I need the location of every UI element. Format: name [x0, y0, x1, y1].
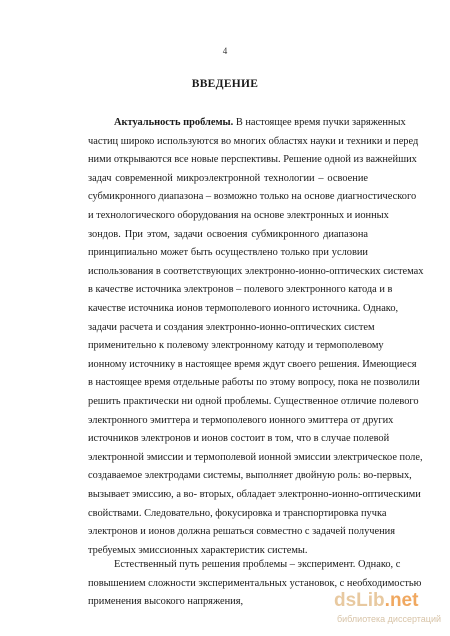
paragraph-line: источников электронов и ионов состоит в том, что в случае полевой	[88, 433, 390, 445]
paragraph-line: принципиально может быть осуществлено только при условии	[88, 247, 368, 259]
paragraph-line: использования в соответствующих электронно-ионно-оптических системах	[88, 265, 424, 277]
paragraph-line	[114, 116, 406, 130]
paragraph-line: решить практически ни одной проблемы. Существенное отличие полевого	[88, 396, 419, 407]
watermark-logo	[330, 590, 448, 630]
paragraph-line: электронной эмиссии и термополевой ионной эмиссии электрическое поле,	[88, 451, 423, 463]
paragraph-line: вызывает эмиссию, а во- вторых, обладает электронно-ионно-оптическими	[88, 489, 421, 500]
line-text: В настоящее время пучки заряженных	[233, 117, 406, 128]
paragraph-line: электронов и ионов должна решаться совместно с задачей получения	[88, 526, 395, 538]
paragraph-line: повышением сложности экспериментальных установок, с необходимостью	[88, 577, 422, 589]
paragraph-line: ними открываются все новые перспективы. Решение одной из важнейших	[88, 154, 417, 166]
paragraph-line: качестве источника ионов термополевого ионного источника. Однако,	[88, 303, 399, 314]
lead-phrase: Актуальность проблемы.	[114, 117, 234, 128]
paragraph-line: в настоящее время отдельные работы по этому вопросу, пока не позволили	[88, 377, 420, 389]
paragraph-line: создаваемое электродами системы, выполняет двойную роль: во-первых,	[88, 470, 412, 482]
watermark-logo-main: dsLib	[334, 590, 385, 611]
watermark-caption: библиотека диссертаций	[336, 614, 441, 624]
paragraph-line: частиц широко используются во многих областях науки и техники и перед	[88, 135, 419, 147]
paragraph-line: применения высокого напряжения,	[88, 596, 244, 608]
paragraph-line: электронного эмиттера и термополевого ионного эмиттера от других	[88, 414, 394, 426]
paragraph-line: требуемых эмиссионных характеристик системы.	[88, 544, 308, 556]
paragraph-line: Естественный путь решения проблемы – эксперимент. Однако, с	[114, 559, 401, 570]
paragraph-line: ионному источнику в настоящее время ждут своего решения. Имеющиеся	[88, 358, 417, 370]
page-number: 4	[222, 46, 228, 56]
paragraph-line: задачи расчета и создания электронно-ионно-оптических систем	[88, 321, 375, 333]
watermark-logo-text	[334, 590, 418, 612]
paragraph-line: применительно к полевому электронному катоду и термополевому	[88, 340, 384, 352]
paragraph-line: зондов. При этом, задачи освоения субмикронного диапазона	[88, 228, 368, 240]
paragraph-line: субмикронного диапазона – возможно только на основе диагностического	[88, 191, 417, 203]
paragraph-line: задач современной микроэлектронной технологии – освоение	[88, 172, 368, 184]
paragraph-line: и технологического оборудования на основе электронных и ионных	[88, 210, 389, 221]
paragraph-line: свойствами. Следовательно, фокусировка и транспортировка пучка	[88, 507, 387, 519]
section-heading: ВВЕДЕНИЕ	[191, 78, 259, 90]
paragraph-line: в качестве источника электронов – полевого электронного катода и в	[88, 284, 393, 296]
watermark-logo-suffix: .net	[384, 590, 419, 611]
